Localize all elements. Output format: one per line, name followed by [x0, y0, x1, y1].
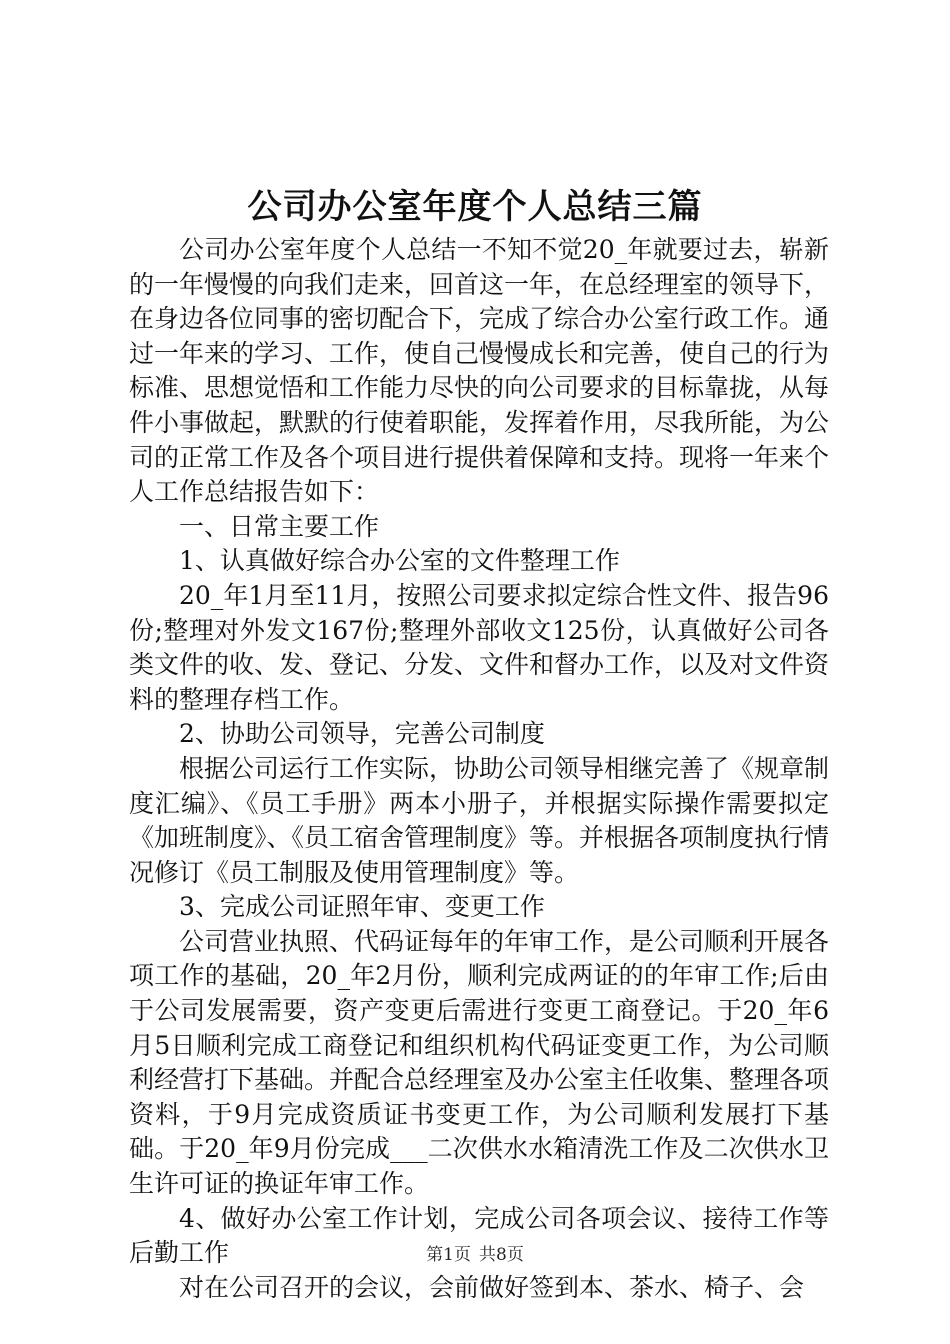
- paragraph: 20_年1月至11月，按照公司要求拟定综合性文件、报告96份;整理对外发文167份;整理外部收文125份，认真做好公司各类文件的收、发、登记、分发、文件和督办工作，以及对文件资料的整理存档工作。: [129, 580, 830, 714]
- document-title: 公司办公室年度个人总结三篇: [247, 187, 703, 227]
- document-body: [129, 233, 829, 1305]
- paragraph: 根据公司运行工作实际，协助公司领导相继完善了《规章制度汇编》、《员工手册》两本小册子，并根据实际操作需要拟定《加班制度》、《员工宿舍管理制度》等。并根据各项制度执行情况修订《员工制服及使用管理制度》等。: [129, 753, 830, 887]
- paragraph: 公司营业执照、代码证每年的年审工作，是公司顺利开展各项工作的基础，20_年2月份，顺利完成两证的的年审工作;后由于公司发展需要，资产变更后需进行变更工商登记。于20_年6月5日顺利完成工商登记和组织机构代码证变更工作，为公司顺利经营打下基础。并配合总经理室及办公室主任收集、整理各项资料，于9月完成资质证书变更工作，为公司顺利发展打下基础。于20_年9月份完成___二次供水水箱清洗工作及二次供水卫生许可证的换证年审工作。: [129, 926, 830, 1199]
- paragraph: 对在公司召开的会议，会前做好签到本、茶水、椅子、会: [179, 1272, 805, 1302]
- subsection-heading: 3、完成公司证照年审、变更工作: [179, 892, 545, 922]
- page-footer: [0, 1244, 950, 1266]
- section-heading: 一、日常主要工作: [179, 511, 380, 541]
- subsection-heading: 4、做好办公室工作计划，完成公司各项会议、接待工作等后勤工作: [129, 1203, 829, 1268]
- page-number: 第1页: [426, 1245, 471, 1265]
- page-total: 共8页: [479, 1245, 524, 1265]
- subsection-heading: 1、认真做好综合办公室的文件整理工作: [179, 546, 620, 576]
- paragraph-intro: 公司办公室年度个人总结一不知不觉20_年就要过去，崭新的一年慢慢的向我们走来，回首这一年，在总经理室的领导下，在身边各位同事的密切配合下，完成了综合办公室行政工作。通过一年来的学习、工作，使自己慢慢成长和完善，使自己的行为标准、思想觉悟和工作能力尽快的向公司要求的目标靠拢，从每件小事做起，默默的行使着职能，发挥着作用，尽我所能，为公司的正常工作及各个项目进行提供着保障和支持。现将一年来个人工作总结报告如下：: [129, 235, 830, 507]
- subsection-heading: 2、协助公司领导，完善公司制度: [179, 719, 545, 749]
